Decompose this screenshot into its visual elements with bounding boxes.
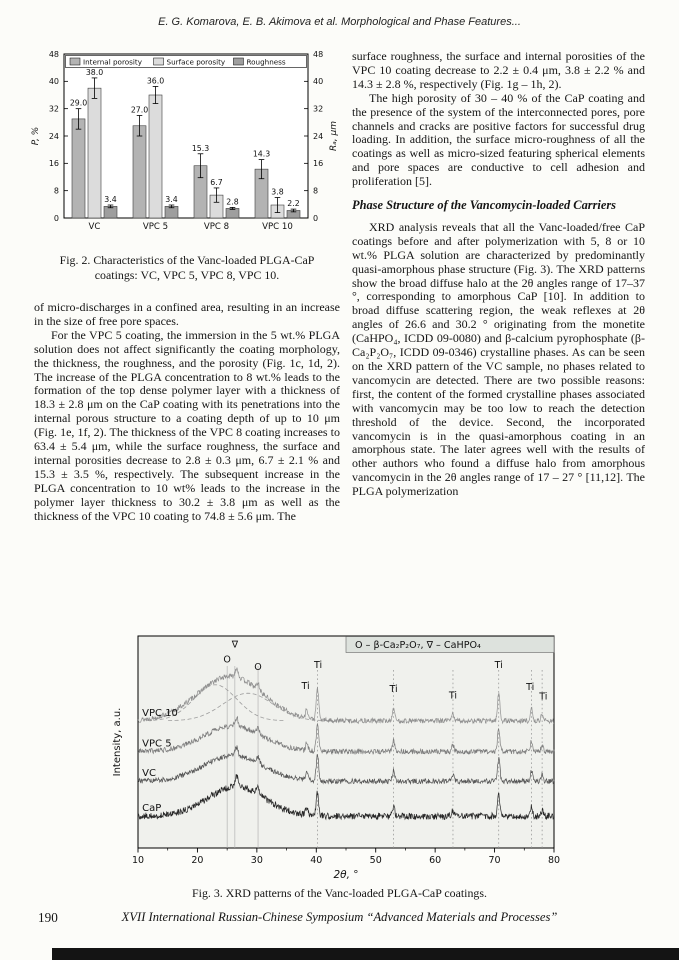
svg-text:Roughness: Roughness bbox=[246, 57, 286, 67]
svg-text:30: 30 bbox=[250, 855, 263, 866]
footer-symposium-title: XVII International Russian-Chinese Symposium “Advanced Materials and Processes” bbox=[121, 910, 558, 924]
svg-text:P, %: P, % bbox=[31, 126, 41, 146]
svg-text:O: O bbox=[254, 661, 262, 673]
svg-text:VPC 5: VPC 5 bbox=[142, 222, 169, 232]
svg-text:O – β-Ca₂P₂O₇, ∇ – CaHPO₄: O – β-Ca₂P₂O₇, ∇ – CaHPO₄ bbox=[355, 640, 481, 651]
svg-text:2θ, °: 2θ, ° bbox=[333, 869, 359, 881]
svg-text:20: 20 bbox=[191, 855, 204, 866]
figure-2 bbox=[28, 48, 346, 284]
svg-text:10: 10 bbox=[131, 855, 145, 866]
svg-text:3.8: 3.8 bbox=[271, 187, 284, 197]
svg-text:Surface porosity: Surface porosity bbox=[166, 57, 226, 67]
svg-text:2.2: 2.2 bbox=[287, 199, 300, 209]
svg-text:Ti: Ti bbox=[313, 659, 323, 671]
svg-text:60: 60 bbox=[429, 855, 442, 866]
svg-text:Ti: Ti bbox=[539, 691, 548, 703]
svg-text:0: 0 bbox=[53, 213, 59, 223]
svg-text:6.7: 6.7 bbox=[210, 177, 223, 187]
figure-3 bbox=[112, 632, 562, 889]
svg-text:Intensity, a.u.: Intensity, a.u. bbox=[112, 707, 123, 777]
svg-text:∇: ∇ bbox=[231, 639, 239, 651]
svg-text:27.0: 27.0 bbox=[130, 105, 149, 115]
paragraph: XRD analysis reveals that all the Vanc-loaded/free CaP coatings before and after polymerization with 5, 8 or 10 wt.% PLGA solution are characterized by predominantly quasi-amorphous phase structure (Fig. 3). The XRD patterns show the broad diffuse halo at the 2θ angles range of 17–37 °, corresponding to amorphous CaP [10]. In addition to broad diffuse scattering region, the weak reflexes at 2θ angles of 26.6 and 30.2 ° originating from the monetite (CaHPO₄, ICDD 09-0080) and β-calcium pyrophosphate (β-Ca₂P₂O₇, ICDD 09-0346) crystalline phases. As can be seen on the XRD pattern of the VC sample, no phases related to vancomycin are detected. There are two possible reasons: first, the content of the formed crystalline phases associated with vancomycin may be too low to reach the detection threshold of the device. Second, the incorporated vancomycin is in the quasi-amorphous coating in an amorphous state. The later agrees well with the results of other authors who found a diffuse halo from amorphous vancomycin in the 2θ angles range of 17 – 27 ° [11,12]. The PLGA polymerization bbox=[352, 219, 645, 499]
page-footer bbox=[0, 910, 679, 925]
left-text-column bbox=[34, 301, 340, 524]
svg-text:48: 48 bbox=[48, 49, 59, 59]
svg-text:50: 50 bbox=[369, 855, 382, 866]
svg-text:VPC 10: VPC 10 bbox=[142, 707, 178, 719]
page-number: 190 bbox=[38, 910, 58, 925]
svg-text:0: 0 bbox=[313, 213, 319, 223]
svg-text:40: 40 bbox=[48, 77, 59, 87]
svg-text:Ti: Ti bbox=[448, 690, 458, 702]
svg-text:16: 16 bbox=[313, 159, 324, 169]
paragraph-continuation: of micro-discharges in a confined area, resulting in an increase in the size of free pore spaces. bbox=[34, 300, 340, 328]
svg-text:40: 40 bbox=[310, 855, 323, 866]
svg-text:Ti: Ti bbox=[301, 681, 310, 692]
svg-text:CaP: CaP bbox=[142, 803, 162, 815]
svg-text:38.0: 38.0 bbox=[85, 67, 104, 77]
svg-text:15.3: 15.3 bbox=[191, 143, 210, 153]
paragraph: The high porosity of 30 – 40 % of the CaP coating and the presence of the system of the interconnected pores, pore channels and cracks are positive factors for successful drug loading. In addition, the surface micro-roughness of all the coatings as well as micro-sized featuring spherical elements and pore spaces are conductive to cell adhesion and proliferation [5]. bbox=[352, 90, 645, 189]
svg-text:VPC 8: VPC 8 bbox=[203, 222, 230, 232]
svg-text:Ti: Ti bbox=[526, 682, 535, 694]
svg-text:8: 8 bbox=[313, 186, 319, 196]
svg-text:Ti: Ti bbox=[389, 684, 398, 696]
paragraph-continuation: surface roughness, the surface and internal porosities of the VPC 10 coating decrease to 2.2 ± 0.4 μm, 3.8 ± 2.2 % and 14.3 ± 2.8 %, respectively (Fig. 1g – 1h, 2). bbox=[352, 49, 645, 91]
svg-text:70: 70 bbox=[488, 855, 501, 866]
fig2-bar-chart bbox=[28, 48, 344, 240]
figure-3-caption: Fig. 3. XRD patterns of the Vanc-loaded PLGA-CaP coatings. bbox=[192, 886, 487, 900]
svg-text:36.0: 36.0 bbox=[146, 76, 165, 86]
svg-text:24: 24 bbox=[313, 131, 324, 141]
svg-text:3.4: 3.4 bbox=[165, 195, 178, 205]
figure-2-caption: Fig. 2. Characteristics of the Vanc-loaded PLGA-CaP coatings: VC, VPC 5, VPC 8, VPC 10. bbox=[59, 253, 315, 283]
svg-text:Rₐ, μm: Rₐ, μm bbox=[329, 121, 339, 151]
svg-text:Ti: Ti bbox=[494, 659, 503, 671]
right-text-column bbox=[352, 50, 645, 499]
svg-text:40: 40 bbox=[313, 77, 324, 87]
svg-text:VPC 5: VPC 5 bbox=[142, 738, 172, 750]
svg-text:VC: VC bbox=[88, 222, 101, 232]
svg-text:14.3: 14.3 bbox=[252, 149, 271, 159]
svg-text:32: 32 bbox=[48, 104, 59, 114]
svg-text:3.4: 3.4 bbox=[104, 195, 117, 205]
svg-text:O: O bbox=[223, 654, 231, 666]
svg-text:24: 24 bbox=[48, 131, 59, 141]
svg-text:8: 8 bbox=[53, 186, 59, 196]
svg-text:29.0: 29.0 bbox=[69, 98, 88, 108]
section-heading: Phase Structure of the Vancomycin-loaded Carriers bbox=[352, 198, 617, 213]
svg-text:80: 80 bbox=[547, 855, 561, 866]
fig3-xrd-chart bbox=[112, 632, 562, 884]
svg-text:2.8: 2.8 bbox=[226, 197, 239, 207]
running-header: E. G. Komarova, E. B. Akimova et al. Morphological and Phase Features... bbox=[158, 16, 521, 28]
svg-text:48: 48 bbox=[313, 49, 324, 59]
paragraph: For the VPC 5 coating, the immersion in the 5 wt.% PLGA solution does not affect significantly the coating morphology, the thickness, the roughness, and the porosity (Fig. 1c, 1d, 2). The increase of the PLGA concentration to 8 wt.% leads to the formation of the top dense polymer layer with a thickness of 18.3 ± 2.8 μm on the CaP coating with its penetrations into the internal porous structure to a coating depth of up to 10 μm (Fig. 1e, 1f, 2). The thickness of the VPC 8 coating increases to 63.4 ± 5.4 μm, while the surface roughness, the surface and internal porosities decrease to 2.8 ± 0.3 μm, 6.7 ± 2.1 % and 15.3 ± 3.5 %, respectively. The subsequent increase in the PLGA concentration to 10 wt% leads to the increase in the polymer layer thickness to 30.2 ± 3.8 μm as well as the thickness of the VPC 10 coating to 74.8 ± 5.6 μm. The bbox=[34, 327, 340, 523]
svg-text:16: 16 bbox=[48, 159, 59, 169]
svg-text:VPC 10: VPC 10 bbox=[262, 222, 293, 232]
svg-text:VC: VC bbox=[142, 768, 156, 780]
scan-edge-artifact bbox=[52, 948, 679, 960]
svg-text:32: 32 bbox=[313, 104, 324, 114]
svg-text:Internal porosity: Internal porosity bbox=[83, 57, 142, 67]
